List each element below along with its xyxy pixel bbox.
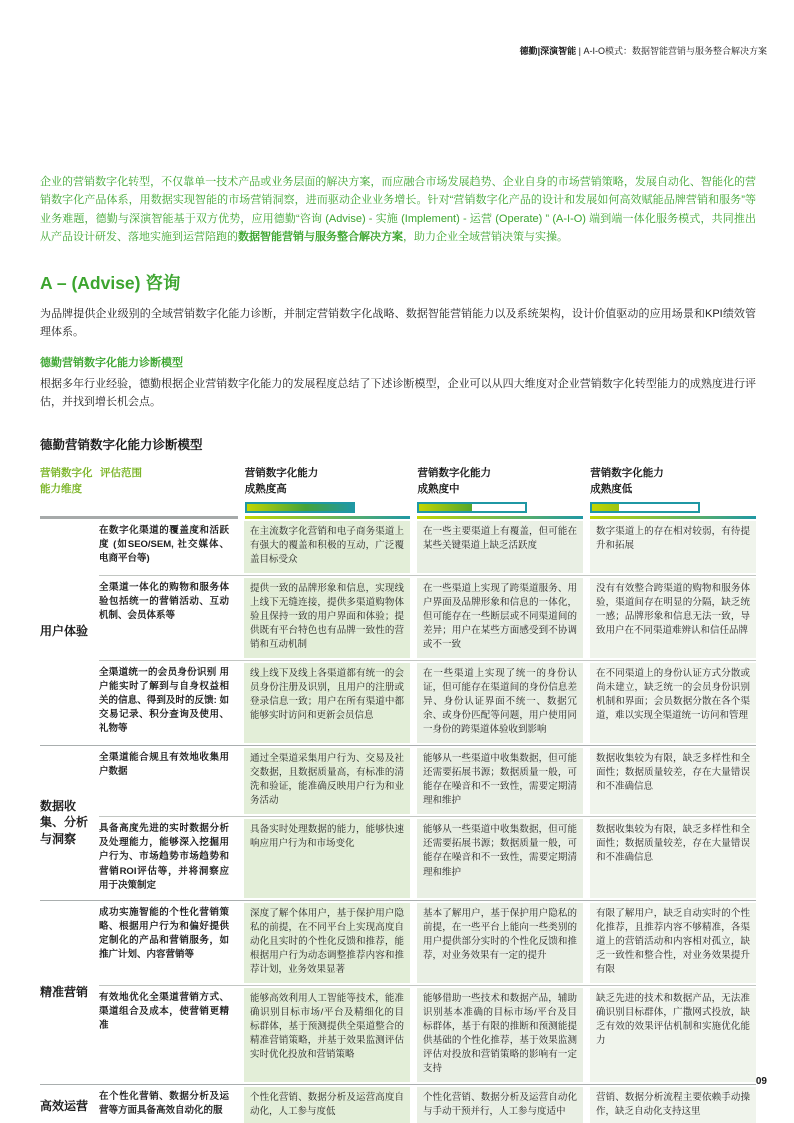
table-row bbox=[99, 985, 756, 1084]
cell-maturity-high: 具备实时处理数据的能力，能够快速响应用户行为和市场变化 bbox=[244, 819, 410, 897]
cell-maturity-mid: 个性化营销、数据分析及运营自动化与手动干预并行，人工参与度适中 bbox=[417, 1087, 583, 1123]
cell-maturity-mid: 能够借助一些技术和数据产品，辅助识别基本准确的目标市场/平台及目标群体，基于有限的推断和预测能提供基础的个性化推荐，基于效果监测评估对投放和营销策略的影响有一定支持 bbox=[417, 988, 583, 1082]
cell-maturity-mid: 基本了解用户，基于保护用户隐私的前提，在一些平台上能向一些类别的用户提供部分实时的个性化反馈和推荐，对业务效果有一定的提升 bbox=[417, 903, 583, 983]
col-header-dimension: 营销数字化 能力维度 bbox=[40, 467, 93, 496]
cell-maturity-high: 深度了解个体用户，基于保护用户隐私的前提，在不同平台上实现高度自动化且实时的个性化反馈和推荐，能根据用户行为动态调整推荐内容和推荐计划，业务效果显著 bbox=[244, 903, 410, 983]
page-header bbox=[520, 44, 767, 57]
col-header-maturity-low: 营销数字化能力 成熟度低 bbox=[590, 465, 756, 519]
table-row bbox=[99, 746, 756, 816]
cell-scope: 有效地优化全渠道营销方式、渠道组合及成本，使营销更精准 bbox=[99, 991, 229, 1031]
cell-maturity-high: 线上线下及线上各渠道都有统一的会员身份注册及识别，且用户的注册或登录信息一致；用户在所有渠道中都能够实时访问和更新会员信息 bbox=[244, 663, 410, 743]
table-row bbox=[99, 519, 756, 575]
cell-maturity-low: 营销、数据分析流程主要依赖手动操作，缺乏自动化支持这里 bbox=[590, 1087, 756, 1123]
cell-maturity-low: 缺乏先进的技术和数据产品，无法准确识别目标群体，广撒网式投放，缺乏有效的效果评估机制和实施优化能力 bbox=[590, 988, 756, 1082]
cell-maturity-low: 没有有效整合跨渠道的购物和服务体验，渠道间存在明显的分隔，缺乏统一感；品牌形象和信息无法一致，导致用户在不同渠道难辨认和信任品牌 bbox=[590, 578, 756, 658]
cell-maturity-low: 数据收集较为有限，缺乏多样性和全面性；数据质量较差，存在大量错误和不准确信息 bbox=[590, 819, 756, 897]
cell-maturity-low: 数字渠道上的存在相对较弱，有待提升和拓展 bbox=[590, 521, 756, 573]
cell-scope: 成功实施智能的个性化营销策略、根据用户行为和偏好提供定制化的产品和营销服务，如推广计划、内容营销等 bbox=[99, 906, 229, 960]
col-header-scope: 评估范围 bbox=[100, 467, 142, 480]
maturity-bar-mid bbox=[417, 502, 527, 513]
table-row bbox=[99, 901, 756, 985]
page-content bbox=[40, 173, 756, 1123]
maturity-bar-mid-fill bbox=[419, 504, 472, 511]
table-header-row bbox=[40, 465, 756, 519]
cell-maturity-low: 有限了解用户，缺乏自动实时的个性化推荐，且推荐内容不够精准，各渠道上的营销活动和内容相对孤立，缺乏一致性和整合性，对业务效果提升有限 bbox=[590, 903, 756, 983]
table-group-user-experience bbox=[40, 519, 756, 746]
table-row bbox=[99, 1085, 756, 1123]
cell-maturity-high: 通过全渠道采集用户行为、交易及社交数据，且数据质量高，有标准的清洗和验证，能准确反映用户行为和业务活动 bbox=[244, 748, 410, 814]
intro-paragraph bbox=[40, 173, 756, 247]
dimension-label: 精准营销 bbox=[40, 984, 89, 999]
maturity-bar-low-fill bbox=[592, 504, 619, 511]
diagnostic-model-body: 根据多年行业经验，德勤根据企业营销数字化能力的发展程度总结了下述诊断模型，企业可以从四大维度对企业营销数字化转型能力的成熟度进行评估，并找到增长机会点。 bbox=[40, 377, 756, 408]
cell-maturity-low: 数据收集较为有限，缺乏多样性和全面性；数据质量较差，存在大量错误和不准确信息 bbox=[590, 748, 756, 814]
header-brand: 德勤|深演智能 bbox=[519, 46, 577, 56]
table-group-efficient-operation bbox=[40, 1084, 756, 1123]
cell-maturity-mid: 能够从一些渠道中收集数据，但可能还需要拓展书源；数据质量一般，可能存在噪音和不一致性，需要定期清理和维护 bbox=[417, 748, 583, 814]
cell-maturity-low: 在不同渠道上的身份认证方式分散或尚未建立，缺乏统一的会员身份识别机制和界面；会员数据分散在各个渠道，难以实现全渠道统一访问和管理 bbox=[590, 663, 756, 743]
cell-maturity-high: 在主流数字化营销和电子商务渠道上有强大的覆盖和积极的互动，广泛覆盖目标受众 bbox=[244, 521, 410, 573]
cell-scope: 全渠道统一的会员身份识别 用户能实时了解到与自身权益相关的信息、得到及时的反馈: 如交易记录、积分查询及使用、礼物等 bbox=[99, 666, 229, 735]
maturity-bar-high bbox=[245, 502, 355, 513]
intro-bold-text: 数据智能营销与服务整合解决方案 bbox=[238, 231, 403, 244]
page-number: 09 bbox=[755, 1076, 767, 1087]
subheading-diagnostic-model: 德勤营销数字化能力诊断模型 bbox=[40, 357, 183, 370]
table-title: 德勤营销数字化能力诊断模型 bbox=[40, 438, 203, 453]
cell-maturity-high: 能够高效利用人工智能等技术，能准确识别目标市场/平台及精细化的目标群体，基于预测提供全渠道整合的精准营销策略，并基于效果监测评估实时优化投放和营销策略 bbox=[244, 988, 410, 1082]
maturity-bar-low bbox=[590, 502, 700, 513]
cell-maturity-high: 个性化营销、数据分析及运营高度自动化，人工参与度低 bbox=[244, 1087, 410, 1123]
advise-body: 为品牌提供企业级别的全域营销数字化能力诊断，并制定营销数字化战略、数据智能营销能力以及系统架构，设计价值驱动的应用场景和KPI绩效管理体系。 bbox=[40, 307, 756, 339]
intro-text-end: ，助力企业全域营销决策与实操。 bbox=[403, 231, 568, 244]
dimension-label: 数据收集、分析与洞察 bbox=[40, 798, 89, 847]
cell-maturity-high: 提供一致的品牌形象和信息，实现线上线下无缝连接，提供多渠道购物体验且保持一致的用户界面和体验；提供既有平台特色也有品牌一致性的营销和互动机制 bbox=[244, 578, 410, 658]
table-header-left bbox=[40, 465, 238, 519]
cell-maturity-mid: 在一些渠道上实现了跨渠道服务、用户界面及品牌形象和信息的一体化，但可能存在一些断层或不同渠道间的差异；用户在某些方面感受到不协调或不一致 bbox=[417, 578, 583, 658]
cell-maturity-mid: 在一些渠道上实现了统一的身份认证，但可能存在渠道间的身份信息差异、身份认证界面不统一、数据冗余、或身份匹配等问题，用户使用同一身份的跨渠道体验收到影响 bbox=[417, 663, 583, 743]
table-row bbox=[99, 660, 756, 745]
header-subtitle: A-I-O模式：数据智能营销与服务整合解决方案 bbox=[583, 46, 767, 56]
section-heading-advise: A – (Advise) 咨询 bbox=[40, 272, 181, 293]
table-group-data-insight bbox=[40, 745, 756, 899]
table-row bbox=[99, 816, 756, 899]
cell-scope: 在个性化营销、数据分析及运营等方面具备高效自动化的服 bbox=[99, 1091, 229, 1117]
dimension-label: 高效运营 bbox=[40, 1098, 89, 1113]
dimension-label: 用户体验 bbox=[40, 624, 89, 639]
cell-maturity-mid: 在一些主要渠道上有覆盖，但可能在某些关键渠道上缺乏活跃度 bbox=[417, 521, 583, 573]
col-header-maturity-mid: 营销数字化能力 成熟度中 bbox=[417, 465, 583, 519]
diagnostic-table bbox=[40, 465, 756, 1123]
table-row bbox=[99, 575, 756, 660]
header-separator: | bbox=[578, 46, 584, 56]
maturity-bar-high-fill bbox=[247, 504, 353, 511]
cell-scope: 具备高度先进的实时数据分析及处理能力，能够深入挖掘用户行为、市场趋势市场趋势和营销ROI评估等，并将洞察应用于决策制定 bbox=[99, 823, 229, 891]
cell-scope: 在数字化渠道的覆盖度和活跃度 (如SEO/SEM, 社交媒体、电商平台等) bbox=[99, 524, 229, 564]
cell-maturity-mid: 能够从一些渠道中收集数据，但可能还需要拓展书源；数据质量一般，可能存在噪音和不一致性，需要定期清理和维护 bbox=[417, 819, 583, 897]
cell-scope: 全渠道一体化的购物和服务体验包括统一的营销活动、互动机制、会员体系等 bbox=[99, 581, 229, 621]
intro-text: 企业的营销数字化转型，不仅靠单一技术产品或业务层面的解决方案，而应融合市场发展趋势、企业自身的市场营销策略，发展自动化、智能化的营销数字化产品体系，用数据实现智能的市场营销洞察，进而驱动企业业务增长。针对“营销数字化产品的设计和发展如何高效赋能品牌营销和服务”等业务难题，德勤与深演智能基于双方优势，应用德勤“咨询 (Advise) - 实施 (Implement) - 运营 (Operate) ” (A-I-O) 端到端一体化服务模式，共同推出从产品设计研发、落地实施到运营陪跑的 bbox=[40, 176, 756, 244]
table-group-precision-marketing bbox=[40, 900, 756, 1085]
cell-scope: 全渠道能合规且有效地收集用户数据 bbox=[99, 752, 229, 778]
col-header-maturity-high: 营销数字化能力 成熟度高 bbox=[245, 465, 411, 519]
